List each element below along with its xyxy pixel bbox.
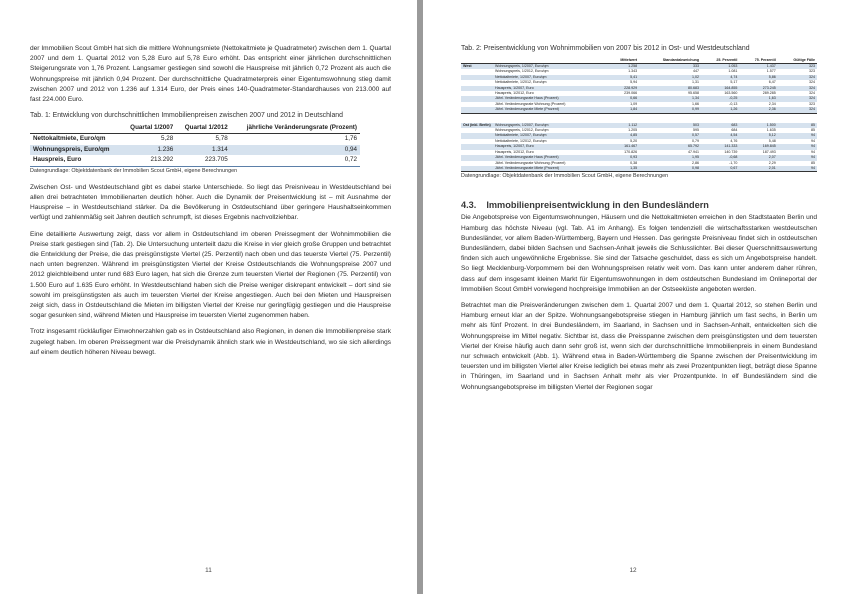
table-cell: 141.333	[701, 144, 739, 149]
table-cell: 324	[778, 86, 817, 91]
table-2-region-cell	[461, 166, 493, 172]
table-2	[461, 56, 817, 172]
table-cell: 2,36	[739, 107, 777, 113]
table-cell: 1.577	[766, 69, 776, 74]
table-cell: 4,74	[701, 75, 739, 80]
table-cell: -0,68	[701, 155, 739, 160]
table-cell: 1.500	[739, 123, 777, 128]
table-1-header-cell: Quartal 1/2012	[184, 124, 228, 132]
table-cell: 94	[811, 149, 815, 154]
table-cell: Wohnungspreis, 1/2007, Euro/qm	[493, 123, 607, 128]
section-number: 4.3.	[461, 200, 477, 211]
table-cell: Wohnungspreis, 1/2012, Euro/qm	[495, 69, 549, 74]
table-row	[461, 166, 817, 172]
table-cell: 170.826	[624, 149, 638, 154]
page-number: 11	[205, 567, 212, 574]
table-cell: 94	[778, 133, 817, 138]
table-cell: 324	[809, 80, 815, 85]
table-cell: 595	[693, 128, 700, 133]
table-row	[30, 155, 360, 166]
table-cell: 169.845	[739, 144, 777, 149]
table-cell: 324	[778, 107, 817, 113]
table-cell: 1,09	[630, 101, 638, 106]
table-cell: Jährl. Veränderungsrate Miete (Prozent)	[493, 166, 607, 172]
table-cell: -1,70	[729, 160, 738, 165]
table-2-header-cell	[493, 56, 607, 64]
table-2-region-cell: Ost (inkl. Berlin)	[461, 123, 493, 128]
table-cell: Wohnungspreis, 1/2007, Euro/qm	[493, 64, 607, 70]
paragraph-detailed-analysis: Eine detaillierte Auswertung zeigt, dass vor allem in Ostdeutschland im oberen Preissegment der Wohnimmobilien die Preise stark gestiegen sind (Tab. 2). Die Untersuchung unterteilt dazu die Kreise in vier gleich große Gruppen und betrachtet die Entwicklung der Preise, die das preisgünstigste Viertel (25. Perzentil) nach oben und das teuerste Viertel (75. Perzentil) nach unten begrenzen. Während im preisgünstigsten Viertel der Kreise Ostdeutschlands die Wohnungspreise 2007 und 2012 gleichbleibend unter rund 683 Euro lagen, hat sich die Grenze zum teuersten Viertel der Regionen (75. Perzentil) von 1.500 Euro auf 1.635 Euro erhöht. In Westdeutschland haben sich die Preise weniger diskrepant entwickelt – dort sind sie sowohl im preisgünstigsten als auch im teuersten Viertel der Kreise angestiegen. Auch bei den Mieten und Hauspreisen zeigt sich, dass in Ostdeutschland die Mieten im billigsten Viertel der Kreise nur geringfügig gestiegen und die Hauspreise sogar gesunken sind, während Mieten und Hauspreise im teuersten Viertel zugenommen haben.	[30, 230, 391, 320]
table-cell: -0,25	[701, 96, 739, 101]
table-cell: 1,02	[639, 75, 701, 80]
table-cell: 2,34	[768, 101, 776, 106]
table-cell: 1.437	[739, 64, 777, 70]
table-cell: 0,57	[639, 133, 701, 138]
table-1	[30, 123, 360, 167]
table-cell: 0,79	[692, 138, 700, 143]
table-cell: 65.792	[639, 144, 701, 149]
table-cell: 1.053	[701, 64, 739, 70]
table-cell: 1,31	[692, 80, 700, 85]
table-1-header-row	[30, 123, 360, 134]
table-cell: 94	[778, 155, 817, 160]
page-number: 12	[629, 567, 637, 574]
table-cell: 0,99	[639, 107, 701, 113]
table-cell: 1.081	[728, 69, 738, 74]
table-cell: 1,26	[701, 107, 739, 113]
table-1-source: Datengrundlage: Objektdatenbank der Immobilien Scout GmbH, eigene Berechnungen	[30, 167, 238, 174]
table-cell: Hauspreis, 1/2012, Euro	[495, 91, 534, 96]
table-cell: 85	[811, 160, 815, 165]
table-cell: Wohnungspreis, 1/2012, Euro/qm	[495, 128, 549, 133]
table-cell: 323	[809, 101, 815, 106]
table-cell: 1,66	[692, 101, 700, 106]
table-cell: 94	[778, 166, 817, 172]
table-cell: 5,20	[630, 138, 638, 143]
table-cell: 2,86	[692, 160, 700, 165]
table-cell: 1,34	[639, 96, 701, 101]
table-cell: Wohnungspreis, Euro/qm	[30, 145, 122, 156]
table-cell: 1.314	[176, 145, 231, 156]
table-cell: Jährl. Veränderungsrate Miete (Prozent)	[493, 107, 607, 113]
table-cell: 5,86	[739, 75, 777, 80]
table-cell: 95.658	[688, 91, 700, 96]
table-cell: 1.112	[607, 123, 639, 128]
table-1-caption: Tab. 1: Entwicklung von durchschnittlichen Immobilienpreisen zwischen 2007 und 2012 in Deutschland	[30, 112, 343, 120]
table-cell: Hauspreis, Euro	[30, 155, 122, 166]
table-cell: 323	[778, 64, 817, 70]
table-cell: 0,93	[607, 155, 639, 160]
table-2-header-cell: Mittelwert	[607, 56, 639, 64]
table-cell: 684	[731, 128, 738, 133]
table-cell: 1,95	[639, 155, 701, 160]
table-cell: 324	[778, 96, 817, 101]
table-cell: 2,07	[739, 155, 777, 160]
table-cell: 80.683	[639, 86, 701, 91]
table-cell: 5,48	[768, 138, 776, 143]
table-cell: 1.236	[122, 145, 177, 156]
table-cell: 1,63	[739, 96, 777, 101]
table-cell: 85	[811, 128, 815, 133]
table-cell: 47.941	[688, 149, 700, 154]
table-cell: 1,35	[607, 166, 639, 172]
table-2-spacer-cell	[461, 113, 817, 123]
table-cell: 1.205	[628, 128, 638, 133]
table-cell: Jährl. Veränderungsrate Wohnung (Prozent)	[495, 101, 566, 106]
table-2-header-cell: Standardabweichung	[639, 56, 701, 64]
table-cell: 0,72	[231, 155, 360, 166]
page-11	[0, 0, 417, 594]
table-cell: 323	[809, 69, 815, 74]
table-cell: 85	[778, 123, 817, 128]
page-12	[423, 0, 843, 594]
section-heading	[461, 200, 817, 210]
table-2-header-cell	[461, 56, 493, 64]
table-cell: 5,28	[122, 134, 177, 145]
table-cell: 94	[778, 144, 817, 149]
table-cell: 1,84	[607, 107, 639, 113]
table-2-header-cell: Gültige Fälle	[778, 56, 817, 64]
table-row	[30, 145, 360, 156]
table-cell: 1.258	[607, 64, 639, 70]
table-cell: 273.245	[739, 86, 777, 91]
table-cell: 4,76	[730, 138, 738, 143]
table-cell: -0,13	[729, 101, 738, 106]
table-cell: Hauspreis, 1/2007, Euro	[493, 86, 607, 91]
table-cell: Nettokaltmiete, Euro/qm	[30, 134, 122, 145]
table-2-spacer-row	[461, 113, 817, 123]
table-cell: 187.493	[762, 149, 776, 154]
table-2-header-row	[461, 56, 817, 64]
table-cell: Nettokaltmiete, 1/2012, Euro/qm	[495, 80, 547, 85]
table-cell: Jährl. Veränderungsrate Haus (Prozent)	[493, 155, 607, 160]
paragraph-conclusion: Trotz insgesamt rückläufiger Einwohnerzahlen gab es in Ostdeutschland also Regionen, in denen die Immobilienpreise stark zugelegt haben. Im oberen Preissegment war die Preisdynamik ähnlich stark wie in Westdeutschland, wo sie sich allerdings auf einem deutlich höheren Niveau bewegt.	[30, 328, 391, 356]
table-row	[30, 134, 360, 145]
table-cell: 223.705	[176, 155, 231, 166]
table-cell: 0,98	[639, 166, 701, 172]
table-cell: 228.929	[607, 86, 639, 91]
table-cell: Hauspreis, 1/2007, Euro	[493, 144, 607, 149]
table-cell: 4,54	[701, 133, 739, 138]
table-cell: 5,78	[176, 134, 231, 145]
table-cell: 0,67	[701, 166, 739, 172]
paragraph-rent-trend: der Immobilien Scout GmbH hat sich die mittlere Wohnungsmiete (Nettokaltmiete je Quadratmeter) zwischen dem 1. Quartal 2007 und dem 1. Quartal 2012 von 5,28 Euro auf 5,78 Euro erhöht. Das entspricht einer jährlichen durchschnittlichen Steigerungsrate von 1,76 Prozent. Langsamer gestiegen sind sowohl die Hauspreise mit jährlich 0,72 Prozent als auch die Wohnungspreise mit jährlich 0,94 Prozent. Der durchschnittliche Quadratmeterpreis einer Eigentumswohnung stieg damit zwischen 2007 und 2012 von 1.236 auf 1.314 Euro, der Preis eines 140-Quadratmeter-Standardhauses von 213.000 auf fast 224.000 Euro.	[30, 45, 391, 104]
table-cell: 5,17	[730, 80, 738, 85]
table-cell: 289.285	[762, 91, 776, 96]
table-2-region-cell: West	[461, 64, 493, 70]
table-cell: Nettokaltmiete, 1/2007, Euro/qm	[493, 75, 607, 80]
table-1-header-cell: jährliche Veränderungsrate (Prozent)	[246, 124, 357, 132]
table-cell: 683	[701, 123, 739, 128]
table-cell: Jährl. Veränderungsrate Wohnung (Prozent)	[495, 160, 566, 165]
table-cell: 5,94	[630, 80, 638, 85]
table-cell: Jährl. Veränderungsrate Haus (Prozent)	[493, 96, 607, 101]
section-title: Immobilienpreisentwicklung in den Bundesländern	[486, 200, 709, 211]
table-cell: 213.292	[122, 155, 177, 166]
table-cell: 163.560	[724, 91, 738, 96]
table-2-caption: Tab. 2: Preisentwicklung von Wohnimmobilien von 2007 bis 2012 in Ost- und Westdeutschland	[461, 45, 750, 52]
table-cell: 6,47	[768, 80, 776, 85]
table-cell: 2,01	[739, 166, 777, 172]
table-cell: 0,66	[607, 96, 639, 101]
table-2-header-cell: 75. Perzentil	[739, 56, 777, 64]
table-cell: 447	[693, 69, 700, 74]
table-cell: Nettokaltmiete, 1/2007, Euro/qm	[493, 133, 607, 138]
table-2-header-cell: 25. Perzentil	[701, 56, 739, 64]
table-cell: Hauspreis, 1/2012, Euro	[495, 149, 534, 154]
table-cell: 333	[639, 64, 701, 70]
table-cell: 164.855	[701, 86, 739, 91]
table-cell: 5,41	[607, 75, 639, 80]
table-cell: 0,38	[630, 160, 638, 165]
table-cell: 94	[811, 138, 815, 143]
paragraph-price-changes: Betrachtet man die Preisveränderungen zwischen dem 1. Quartal 2007 und dem 1. Quartal 2012, so stehen Berlin und Hamburg erneut klar an der Spitze. Wohnungsangebotspreise stiegen in Hamburg jährlich um fast sechs, in Berlin um mehr als fünf Prozent. In drei Bundesländern, im Saarland, in Sachsen und in Sachsen-Anhalt, entwickelten sich die Wohnungspreise im Mittel negativ. Sichtbar ist, dass die Preisspanne zwischen dem preisgünstigsten und dem teuersten Viertel der Kreise häufig auch dann sehr groß ist, wenn sich der durchschnittliche Immobilienpreis in einem Bundesland nur schwach entwickelt (Abb. 1). Während etwa in Baden-Württemberg die Spanne zwischen der Preisentwicklung im teuersten und im billigsten Viertel aller Kreise lediglich bei etwas mehr als zwei Prozentpunkten liegt, beträgt diese Spanne in Thüringen, im Saarland und in Sachsen Anhalt mehr als vier Prozentpunkte. In elf Bundesländern sind die Wohnungsangebotspreise im billigsten Viertel der Regionen sogar	[461, 301, 817, 391]
table-cell: 324	[778, 75, 817, 80]
paragraph-east-west: Zwischen Ost- und Westdeutschland gibt es dabei starke Unterschiede. So liegt das Preisniveau in Westdeutschland bei allen drei betrachteten Immobilienarten deutlich höher. Auch die Dynamik der Preisentwicklung ist – mit Ausnahme der Hauspreise – in Westdeutschland stärker. Da die Bevölkerung in Ostdeutschland über geringere Haushaltseinkommen verfügt und zahlenmäßig seit Jahren deutlich schrumpft, ist dieses Ergebnis nachvollziehbar.	[30, 183, 391, 222]
table-1-header-cell	[30, 123, 122, 134]
table-1-header-cell: Quartal 1/2007	[130, 124, 174, 132]
table-cell: 4,85	[607, 133, 639, 138]
table-cell: 1,76	[231, 134, 360, 145]
table-cell: 140.739	[724, 149, 738, 154]
table-cell: 161.467	[607, 144, 639, 149]
table-cell: 503	[639, 123, 701, 128]
table-cell: 1.343	[628, 69, 638, 74]
table-cell: 239.066	[624, 91, 638, 96]
table-cell: 324	[809, 91, 815, 96]
table-cell: 5,12	[739, 133, 777, 138]
table-2-source: Datengrundlage: Objektdatenbank der Immobilien Scout GmbH, eigene Berechnungen	[461, 173, 669, 180]
paragraph-state-levels: Die Angebotspreise von Eigentumswohnungen, Häusern und die Nettokaltmieten erreichen in den Stadtstaaten Berlin und Hamburg das höchste Niveau (vgl. Tab. A1 im Anhang). Es folgen tendenziell die wirtschaftsstarken westdeutschen Bundesländer, vor allem Baden-Württemberg, Bayern und Hessen. Das geringste Preisniveau findet sich in ostdeutschen Bundesländern, dabei bilden Sachsen und Sachsen-Anhalt jeweils die Schlusslichter. Bei dieser Querschnittsauswertung finden sich auch ungewöhnliche Ergebnisse. Sie sind der Tatsache geschuldet, dass es sich um Angebotspreise handelt. So liegt Mecklenburg-Vorpommern bei den Wohnungspreisen relativ weit vorn. Das kann unter anderem daher rühren, dass auf dem insgesamt kleinen Markt für Eigentumswohnungen in dem ostdeutschen Bundesland im Onlineportal der Immobilien Scout GmbH vorwiegend hochpreisige Immobilien an der Ostseeküste angeboten werden.	[461, 214, 817, 293]
table-cell: 1.635	[766, 128, 776, 133]
table-cell: 2,29	[768, 160, 776, 165]
table-cell: Nettokaltmiete, 1/2012, Euro/qm	[495, 138, 547, 143]
table-cell: 0,94	[231, 145, 360, 156]
